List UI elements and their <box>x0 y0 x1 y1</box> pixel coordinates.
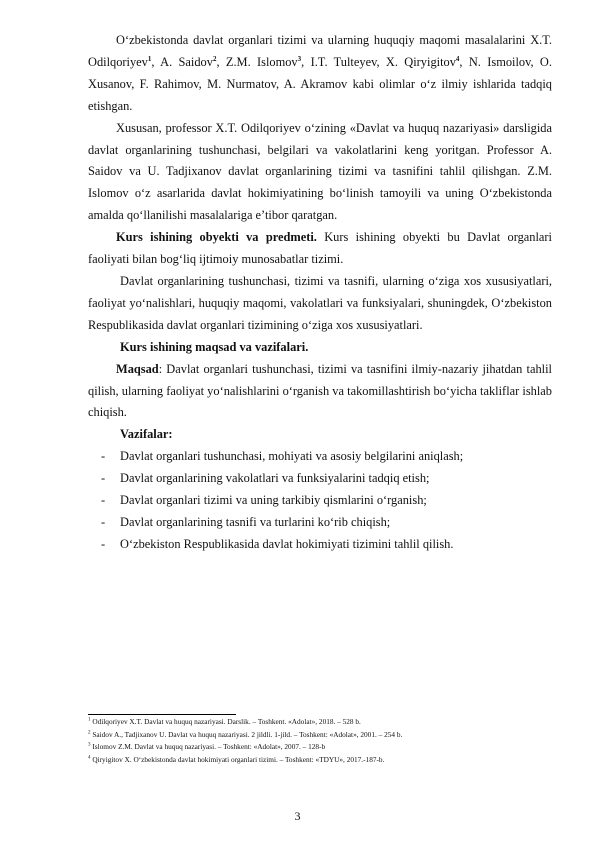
list-bullet: - <box>101 493 106 508</box>
goal-label: Maqsad <box>116 361 159 376</box>
list-bullet: - <box>101 536 106 551</box>
footnote: $^2$ Saidov A., Tadjixanov U. Davlat va huquq nazariyasi. 2 jildli. 1-jild. – Toshkent: «Adolat», 2001. – 254 b. <box>88 729 403 739</box>
page-number: 3 <box>294 809 301 823</box>
main-text <box>88 30 552 556</box>
subject-paragraph: Davlat organlarining tushunchasi, tizimi va tasnifi, ularning o‘ziga xos xususiyatlari, faoliyat yo‘nalishlari, huquqiy maqomi, vakolatlari va funksiyalari, shuningdek, O‘zbekiston Respublikasida davlat organlari tizimining o‘ziga xos xususiyatlari. <box>88 273 552 332</box>
list-item: - Davlat organlari tushunchasi, mohiyati va asosiy belgilarini aniqlash; <box>88 446 552 468</box>
list-item: - O‘zbekiston Respublikasida davlat hokimiyati tizimini tahlil qilish. <box>88 534 552 556</box>
list-item: - Davlat organlarining vakolatlari va funksiyalarini tadqiq etish; <box>88 468 552 490</box>
footnotes <box>88 717 552 767</box>
goal-paragraph: Maqsad: Davlat organlari tushunchasi, tizimi va tasnifini ilmiy-nazariy jihatdan tahlil qilish, ularning faoliyat yo‘nalishlarini o‘rganish va takomillashtirish bo‘yicha takliflar ishlab chiqish. <box>88 361 552 420</box>
literature-paragraph: Xususan, professor X.T. Odilqoriyev o‘zining «Davlat va huquq nazariyasi» darsligida davlat organlarining tushunchasi, belgilari va vakolatlarini keng yoritgan. Professor A. Saidov va U. Tadjixanov davlat organlarining tizimi va tasnifini tahlil qilishgan. Z.M. Islomov o‘z asarlarida davlat hokimiyatining bo‘linish tamoyili va uning O‘zbekistonda amalda qo‘llanilishi masalalariga e’tibor qaratgan. <box>88 120 552 223</box>
footnote: $^3$ Islomov Z.M. Davlat va huquq nazariyasi. – Toshkent: «Adolat», 2007. – 128-b <box>88 742 326 751</box>
section-heading-tasks: Vazifalar: <box>120 427 173 442</box>
list-bullet: - <box>101 471 106 486</box>
list-item: - Davlat organlari tizimi va uning tarkibiy qismlarini o‘rganish; <box>88 490 552 512</box>
object-paragraph: Kurs ishining obyekti va predmeti. Kurs ishining obyekti bu Davlat organlari faoliyati bilan bog‘liq ijtimoiy munosabatlar tizimi. <box>88 230 552 267</box>
footnote-ref-3: 3 <box>297 54 302 63</box>
object-heading: Kurs ishining obyekti va predmeti. <box>116 230 317 245</box>
tasks-list <box>88 446 552 556</box>
list-item: - Davlat organlarining tasnifi va turlarini ko‘rib chiqish; <box>88 512 552 534</box>
section-heading-goals: Kurs ishining maqsad va vazifalari. <box>120 339 309 354</box>
footnote-ref-4: 4 <box>455 54 460 63</box>
footnote: $^1$ Odilqoriyev X.T. Davlat va huquq nazariyasi. Darslik. – Toshkent. «Adolat», 2018. – 528 b. <box>88 717 361 726</box>
footnote: $^4$ Qiryigitov X. O‘zbekistonda davlat hokimiyati organlari tizimi. – Toshkent: «TDYU», 2017.-187-b. <box>88 754 385 764</box>
footnote-ref-1: 1 <box>147 54 152 63</box>
list-bullet: - <box>101 514 106 529</box>
list-bullet: - <box>101 449 106 464</box>
footnote-ref-2: 2 <box>212 54 217 63</box>
intro-paragraph: O‘zbekistonda davlat organlari tizimi va ularning huquqiy maqomi masalalarini X.T. Odilqoriyev$^1$, A. Saidov$^2$, Z.M. Islomov$^3$, I.T. Tulteyev, X. Qiryigitov$^4$, N. Ismoilov, O. Xusanov, F. Rahimov, M. Nurmatov, A. Akramov kabi olimlar o‘z ilmiy ishlarida tadqiq etishgan. <box>88 33 552 113</box>
footnote-divider <box>88 714 236 715</box>
